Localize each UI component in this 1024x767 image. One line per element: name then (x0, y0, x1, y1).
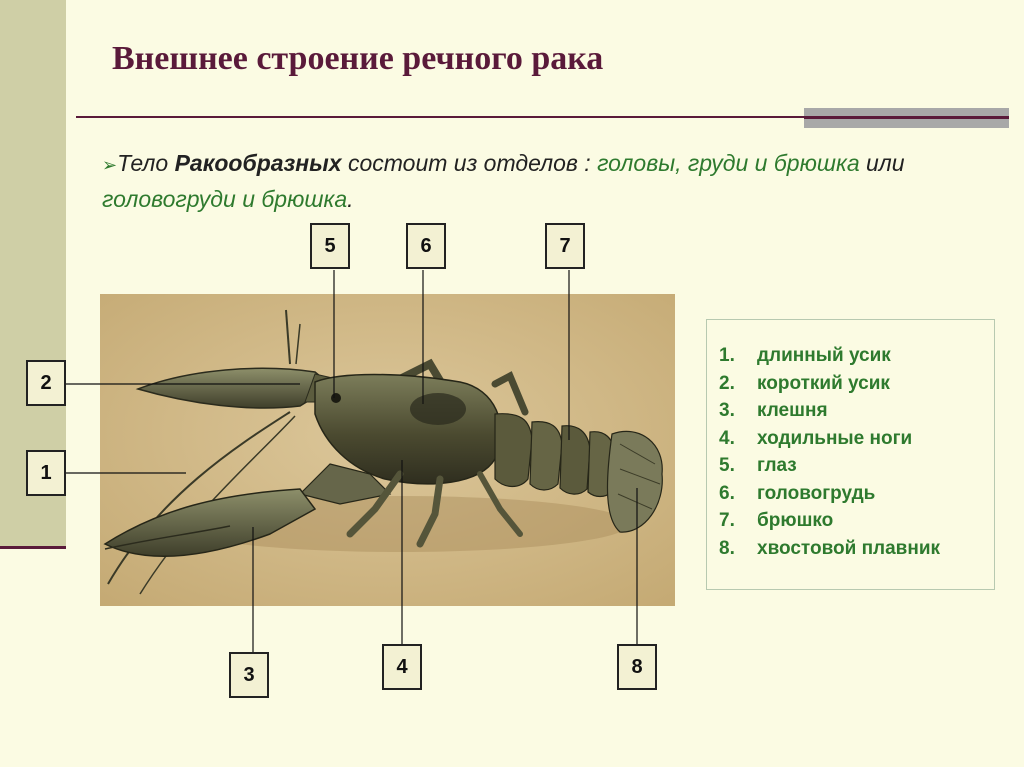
legend-item (719, 370, 994, 398)
intro-sections-1: головы, груди и брюшка (597, 150, 860, 176)
legend-item-number: 3. (719, 400, 735, 421)
legend-item-number: 7. (719, 510, 735, 531)
legend-item-number: 6. (719, 482, 735, 504)
intro-text (102, 146, 982, 216)
legend-item-label: головогрудь (757, 482, 876, 504)
legend-item-number: 2. (719, 372, 735, 394)
legend-item-label: глаз (757, 455, 797, 476)
legend-item (719, 342, 994, 370)
callout-1: 1 (26, 450, 66, 496)
legend-list (707, 320, 994, 562)
callout-4: 4 (382, 644, 422, 690)
legend-item-number: 8. (719, 537, 735, 559)
legend-item (719, 425, 994, 453)
callout-6: 6 (406, 223, 446, 269)
legend-item-number: 5. (719, 455, 735, 476)
callout-5: 5 (310, 223, 350, 269)
legend-item-label: ходильные ноги (757, 427, 913, 449)
legend-item (719, 397, 994, 425)
legend-item-label: короткий усик (757, 372, 890, 394)
crayfish-photo (100, 294, 675, 606)
legend-item-label: клешня (757, 400, 828, 421)
intro-end: . (347, 186, 354, 212)
legend-item-number: 1. (719, 345, 735, 366)
title-rule-accent (804, 108, 1009, 128)
intro-sections-2: головогруди и брюшка (102, 186, 348, 212)
intro-part: или (859, 150, 905, 176)
legend-item-number: 4. (719, 427, 735, 449)
legend-item-label: длинный усик (757, 345, 891, 366)
bullet-arrow-icon: ➢ (102, 155, 118, 175)
side-strip-line (0, 546, 66, 549)
slide-title: Внешнее строение речного рака (112, 40, 604, 77)
legend-item (719, 452, 994, 480)
legend-item (719, 535, 994, 563)
callout-8: 8 (617, 644, 657, 690)
legend-box (706, 319, 995, 590)
intro-part: состоит из отделов : (341, 150, 598, 176)
legend-item-label: хвостовой плавник (757, 537, 941, 559)
legend-item (719, 507, 994, 535)
legend-item-label: брюшко (757, 510, 834, 531)
callout-2: 2 (26, 360, 66, 406)
intro-part: Тело (117, 150, 175, 176)
callout-7: 7 (545, 223, 585, 269)
callout-3: 3 (229, 652, 269, 698)
intro-bold-term: Ракообразных (174, 150, 342, 176)
legend-item (719, 480, 994, 508)
